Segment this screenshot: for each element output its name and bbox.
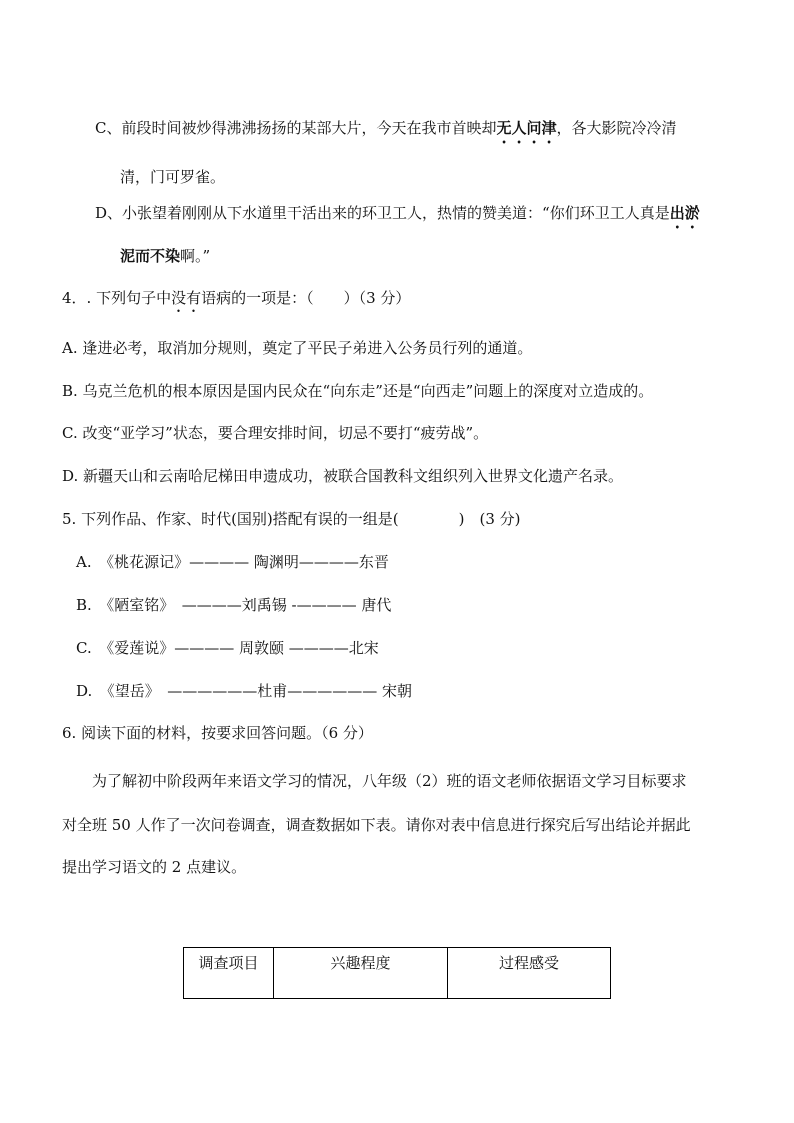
q6-paragraph-2: 对全班 50 人作了一次问卷调查，调查数据如下表。请你对表中信息进行探究后写出结论并据此 bbox=[62, 816, 691, 834]
q3-option-c bbox=[95, 118, 677, 147]
q4-option-a: A. 逢进必考，取消加分规则，奠定了平民子弟进入公务员行列的通道。 bbox=[62, 339, 533, 357]
q3-d-text-end: 啊。” bbox=[180, 247, 211, 265]
q4-stem bbox=[62, 288, 410, 316]
q3-c-text-end: ，各大影院冷冷清 bbox=[556, 119, 677, 137]
q4-option-d: D. 新疆天山和云南哈尼梯田申遗成功，被联合国教科文组织列入世界文化遗产名录。 bbox=[62, 467, 624, 485]
q4-option-b: B. 乌克兰危机的根本原因是国内民众在“向东走”还是“向西走”问题上的深度对立造成的。 bbox=[62, 382, 654, 400]
q5-stem: 5. 下列作品、作家、时代(国别)搭配有误的一组是( ) (3 分) bbox=[62, 510, 521, 528]
q5-option-d: D. 《望岳》 ——————杜甫—————— 宋朝 bbox=[76, 682, 413, 700]
survey-table bbox=[183, 947, 611, 999]
q6-paragraph-3: 提出学习语文的 2 点建议。 bbox=[62, 858, 247, 876]
table-header-feeling: 过程感受 bbox=[448, 948, 611, 999]
q5-option-c: C. 《爱莲说》———— 周敦颐 ————北宋 bbox=[76, 639, 379, 657]
q3-d-emphasis-2: 泥而不染 bbox=[120, 247, 181, 265]
q3-d-text: D、小张望着刚刚从下水道里干活出来的环卫工人，热情的赞美道：“你们环卫工人真是 bbox=[95, 204, 670, 222]
q4-stem-pre: 4．. 下列句子中 bbox=[62, 289, 172, 307]
q3-option-c-cont: 清，门可罗雀。 bbox=[120, 168, 226, 186]
q4-stem-emphasis: 没有 bbox=[171, 289, 202, 307]
q3-option-d-cont bbox=[120, 246, 210, 266]
q4-stem-post: 语病的一项是：（ ）（3 分） bbox=[201, 289, 411, 307]
q3-option-d bbox=[95, 203, 700, 232]
q3-c-emphasis: 无人问津 bbox=[496, 119, 557, 137]
q6-stem: 6. 阅读下面的材料，按要求回答问题。（6 分） bbox=[62, 724, 373, 742]
q6-paragraph-1: 为了解初中阶段两年来语文学习的情况，八年级（2）班的语文老师依据语文学习目标要求 bbox=[92, 772, 687, 790]
q5-option-b: B. 《陋室铭》 ————刘禹锡 -———— 唐代 bbox=[76, 596, 392, 614]
table-header-interest: 兴趣程度 bbox=[274, 948, 448, 999]
q4-option-c: C. 改变“亚学习”状态，要合理安排时间，切忌不要打“疲劳战”。 bbox=[62, 424, 489, 442]
table-header-item: 调查项目 bbox=[184, 948, 274, 999]
table-header-row bbox=[184, 948, 611, 999]
q3-c-text: C、前段时间被炒得沸沸扬扬的某部大片，今天在我市首映却 bbox=[95, 119, 497, 137]
q5-option-a: A. 《桃花源记》———— 陶渊明————东晋 bbox=[76, 553, 389, 571]
q3-d-emphasis: 出淤 bbox=[669, 204, 700, 222]
